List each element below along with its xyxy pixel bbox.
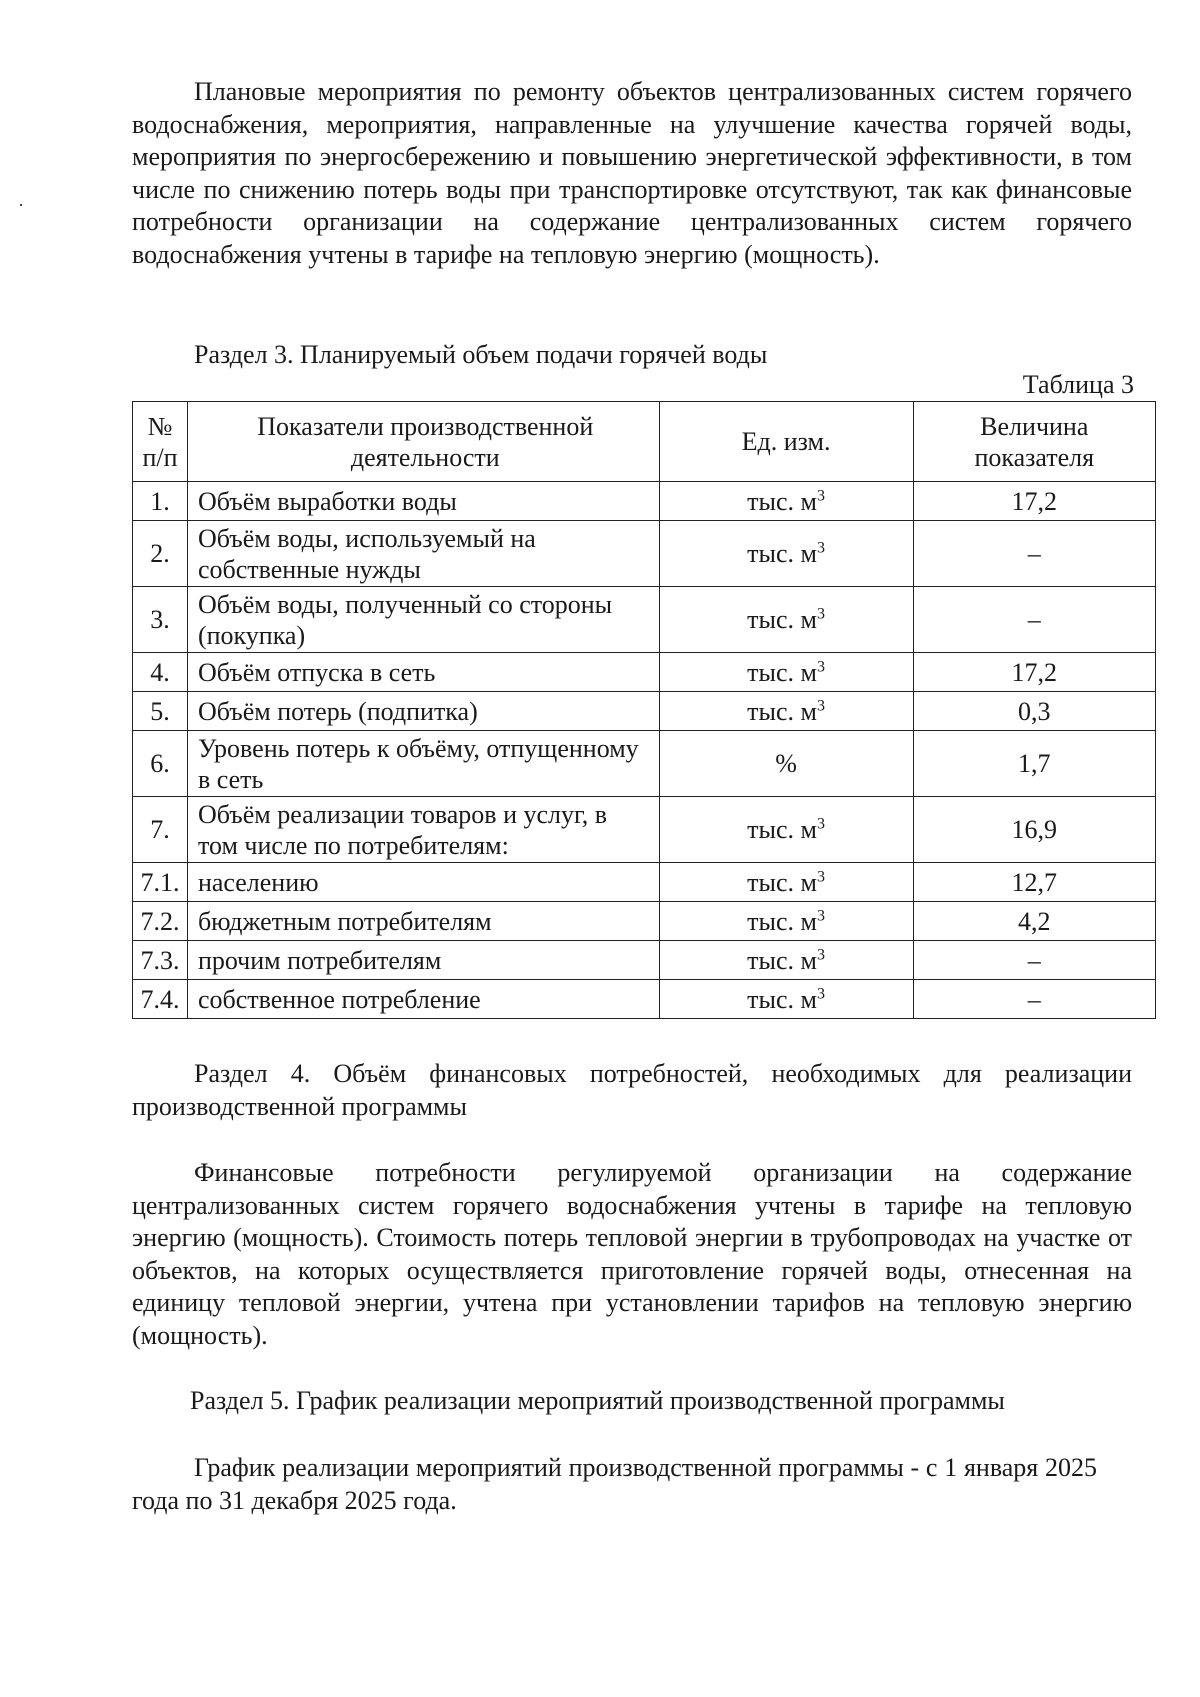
table-row: [133, 587, 1156, 653]
row-value: [913, 482, 1155, 521]
row-value-text: 12,7: [1011, 867, 1058, 897]
table-row: [133, 863, 1156, 902]
row-unit-text: тыс. м: [747, 906, 817, 936]
header-num: № п/п: [133, 402, 188, 482]
intro-paragraph: Плановые мероприятия по ремонту объектов централизованных систем горячего водоснабжения, мероприятия, направленные на улучшение качества горячей воды, мероприятия по энергосбережению и повышению энергетической эффективности, в том числе по снижению потерь воды при транспортировке отсутствуют, так как финансовые потребности организации на содержание централизованных систем горячего водоснабжения учтены в тарифе на тепловую энергию (мощность).: [132, 77, 1132, 269]
row-num: [133, 587, 188, 653]
row-name: [187, 692, 659, 731]
row-num: [133, 980, 188, 1019]
row-value-text: 17,2: [1011, 657, 1058, 687]
scan-speck: [20, 204, 22, 206]
row-unit-text: %: [775, 749, 797, 778]
row-value-text: 17,2: [1011, 486, 1058, 516]
row-name: [187, 980, 659, 1019]
table-row: [133, 980, 1156, 1019]
row-name-text: Уровень потерь к объёму, отпущенному в сеть: [197, 733, 639, 794]
section5-heading: Раздел 5. График реализации мероприятий производственной программы: [190, 1386, 1005, 1415]
section3-heading: Раздел 3. Планируемый объем подачи горячей воды: [194, 340, 768, 369]
row-value-text: –: [1027, 539, 1041, 568]
row-unit-text: тыс. м: [747, 984, 817, 1014]
table-body: [133, 482, 1156, 1019]
row-unit: [659, 482, 913, 521]
row-unit: [659, 941, 913, 980]
table-row: [133, 521, 1156, 587]
row-value-text: –: [1027, 984, 1041, 1014]
row-num: [133, 482, 188, 521]
row-name: [187, 941, 659, 980]
row-name: [187, 902, 659, 941]
unit-superscript: 3: [816, 906, 825, 924]
table-header-row: [133, 402, 1156, 482]
row-num-text: 3.: [150, 605, 170, 634]
row-num: [133, 863, 188, 902]
row-name: [187, 653, 659, 692]
water-supply-table: [132, 401, 1156, 1019]
row-unit: [659, 587, 913, 653]
unit-superscript: 3: [816, 657, 825, 675]
row-unit: [659, 980, 913, 1019]
row-value: [913, 653, 1155, 692]
row-num-text: 7.: [150, 815, 170, 844]
section4-paragraph: Финансовые потребности регулируемой организации на содержание централизованных систем горячего водоснабжения учтены в тарифе на тепловую энергию (мощность). Стоимость потерь тепловой энергии в трубопроводах на участке от объектов, на которых осуществляется приготовление горячей воды, отнесенная на единицу тепловой энергии, учтена при установлении тарифов на тепловую энергию (мощность).: [132, 1158, 1132, 1350]
unit-superscript: 3: [816, 486, 825, 504]
row-name-text: Объём воды, полученный со стороны (покупка): [197, 589, 613, 650]
row-num: [133, 521, 188, 587]
row-name: [187, 863, 659, 902]
header-unit: Ед. изм.: [659, 402, 913, 482]
row-num-text: 6.: [150, 749, 170, 778]
row-value-text: 16,9: [1011, 815, 1058, 844]
row-name-text: Объём потерь (подпитка): [197, 696, 478, 726]
row-value: [913, 521, 1155, 587]
row-num: [133, 692, 188, 731]
row-name: [187, 521, 659, 587]
row-value-text: 0,3: [1018, 696, 1051, 726]
row-num-text: 7.1.: [140, 867, 180, 897]
row-unit: [659, 521, 913, 587]
row-value-text: –: [1027, 605, 1041, 634]
row-num-text: 5.: [150, 696, 170, 726]
row-unit-text: тыс. м: [747, 945, 817, 975]
row-num-text: 4.: [150, 657, 170, 687]
row-unit-text: тыс. м: [747, 696, 817, 726]
unit-superscript: 3: [816, 696, 825, 714]
row-num-text: 7.2.: [140, 906, 180, 936]
section5-paragraph: График реализации мероприятий производственной программы - с 1 января 2025 года по 31 декабря 2025 года.: [132, 1453, 1097, 1515]
section4-heading: Раздел 4. Объём финансовых потребностей, необходимых для реализации производственной программы: [132, 1059, 1132, 1121]
row-value: [913, 731, 1155, 797]
row-num: [133, 902, 188, 941]
header-name: Показатели производственной деятельности: [187, 402, 659, 482]
row-name-text: Объём отпуска в сеть: [197, 657, 436, 687]
row-unit: [659, 863, 913, 902]
table-row: [133, 692, 1156, 731]
row-unit: [659, 731, 913, 797]
row-num-text: 7.4.: [140, 984, 180, 1014]
row-value: [913, 797, 1155, 863]
row-name-text: Объём выработки воды: [197, 486, 457, 516]
unit-superscript: 3: [816, 605, 825, 623]
row-unit-text: тыс. м: [747, 867, 817, 897]
row-unit-text: тыс. м: [747, 539, 817, 568]
row-name: [187, 797, 659, 863]
table-row: [133, 902, 1156, 941]
row-name-text: прочим потребителям: [197, 945, 442, 975]
row-value: [913, 863, 1155, 902]
table-row: [133, 482, 1156, 521]
row-name-text: населению: [197, 867, 319, 897]
row-unit: [659, 653, 913, 692]
row-value: [913, 692, 1155, 731]
table-row: [133, 797, 1156, 863]
row-name: [187, 731, 659, 797]
unit-superscript: 3: [816, 539, 825, 557]
row-unit: [659, 902, 913, 941]
row-unit-text: тыс. м: [747, 657, 817, 687]
row-unit-text: тыс. м: [747, 605, 817, 634]
row-unit-text: тыс. м: [747, 486, 817, 516]
row-num-text: 1.: [150, 486, 170, 516]
unit-superscript: 3: [816, 945, 825, 963]
row-unit-text: тыс. м: [747, 815, 817, 844]
row-unit: [659, 692, 913, 731]
row-value: [913, 980, 1155, 1019]
row-value: [913, 902, 1155, 941]
row-value-text: 4,2: [1018, 906, 1051, 936]
row-value-text: 1,7: [1018, 749, 1051, 778]
row-name: [187, 587, 659, 653]
table-caption: Таблица 3: [1022, 370, 1134, 399]
row-num: [133, 941, 188, 980]
row-num: [133, 797, 188, 863]
header-value: Величина показателя: [913, 402, 1155, 482]
unit-superscript: 3: [816, 867, 825, 885]
table-row: [133, 731, 1156, 797]
row-name-text: Объём воды, используемый на собственные нужды: [197, 523, 536, 584]
row-num: [133, 653, 188, 692]
row-name-text: Объём реализации товаров и услуг, в том числе по потребителям:: [197, 799, 608, 860]
row-num: [133, 731, 188, 797]
row-num-text: 2.: [150, 539, 170, 568]
table-row: [133, 941, 1156, 980]
row-value-text: –: [1027, 945, 1041, 975]
row-value: [913, 941, 1155, 980]
table-row: [133, 653, 1156, 692]
row-name-text: бюджетным потребителям: [197, 906, 492, 936]
row-name-text: собственное потребление: [197, 984, 481, 1014]
row-num-text: 7.3.: [140, 945, 180, 975]
row-name: [187, 482, 659, 521]
unit-superscript: 3: [816, 984, 825, 1002]
unit-superscript: 3: [816, 815, 825, 833]
row-unit: [659, 797, 913, 863]
row-value: [913, 587, 1155, 653]
